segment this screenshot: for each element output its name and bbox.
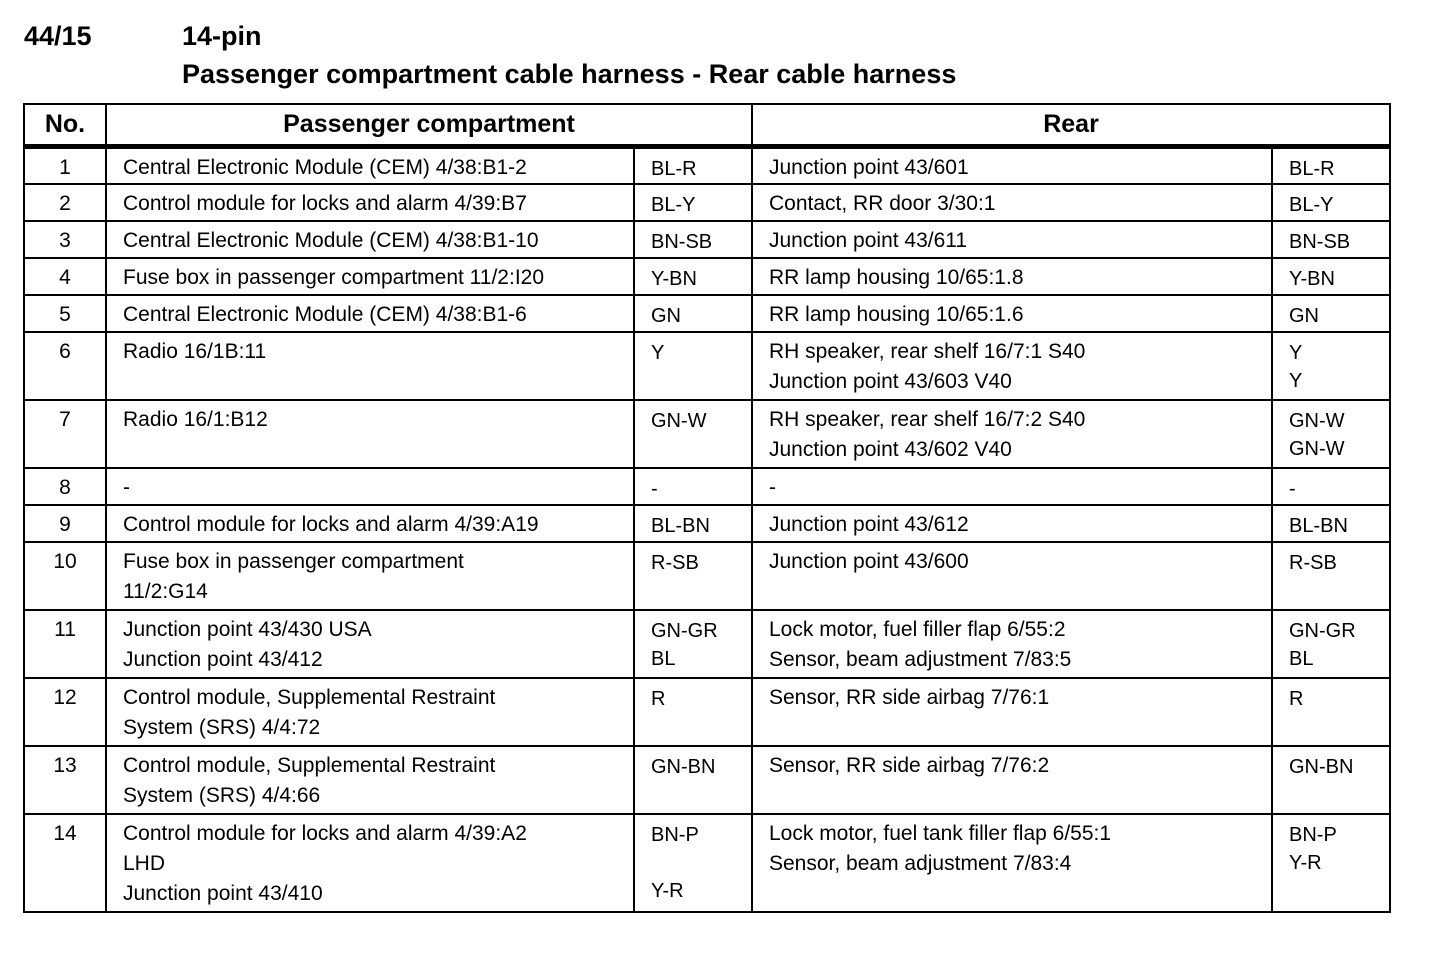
cell-passenger-color-line: -	[651, 478, 658, 500]
cell-passenger-line: LHD	[123, 852, 166, 875]
cell-rear	[752, 295, 1272, 332]
cell-passenger	[106, 400, 634, 468]
cell-rear-color-line: BL	[1289, 648, 1314, 670]
cell-passenger-color-line: BL-Y	[651, 194, 696, 216]
table-row	[24, 295, 1390, 332]
cell-rear-color	[1272, 746, 1390, 814]
cell-passenger-color-line: Y	[651, 342, 665, 364]
cell-passenger-color	[634, 400, 752, 468]
cell-passenger-line: Fuse box in passenger compartment	[123, 550, 464, 573]
cell-rear-color-line: BL-BN	[1289, 515, 1348, 537]
cell-rear-color	[1272, 610, 1390, 678]
cell-passenger-line: Central Electronic Module (CEM) 4/38:B1-6	[123, 303, 527, 326]
cell-rear-color-line: Y-R	[1289, 852, 1322, 874]
cell-rear-line: RH speaker, rear shelf 16/7:1 S40	[769, 340, 1086, 363]
cell-passenger-color	[634, 542, 752, 610]
table-row	[24, 400, 1390, 468]
cell-no: 4	[24, 258, 106, 295]
cell-rear-line: RR lamp housing 10/65:1.8	[769, 266, 1024, 289]
cell-rear-color	[1272, 332, 1390, 400]
cell-passenger-color	[634, 505, 752, 542]
cell-passenger-line: Control module, Supplemental Restraint	[123, 754, 496, 777]
cell-rear-color-line: GN-BN	[1289, 756, 1354, 778]
cell-passenger-color-line	[651, 849, 751, 877]
cell-no: 9	[24, 505, 106, 542]
cell-passenger-color	[634, 332, 752, 400]
cell-rear-color-line: R	[1289, 688, 1304, 710]
cell-rear-color	[1272, 678, 1390, 746]
cell-rear	[752, 542, 1272, 610]
cell-passenger	[106, 147, 634, 185]
cell-rear-color-line: Y	[1289, 370, 1303, 392]
cell-rear-color-line: BL-Y	[1289, 194, 1334, 216]
cell-rear-line: Contact, RR door 3/30:1	[769, 192, 996, 215]
cell-passenger	[106, 221, 634, 258]
cell-rear-line: Junction point 43/601	[769, 156, 969, 179]
cell-rear-line: Sensor, beam adjustment 7/83:5	[769, 648, 1072, 671]
cell-rear	[752, 184, 1272, 221]
header-no: No.	[24, 104, 106, 147]
cell-passenger-color	[634, 184, 752, 221]
cell-passenger-color-line: GN-GR	[651, 620, 718, 642]
cell-passenger-color	[634, 295, 752, 332]
cell-rear-color-line: Y	[1289, 342, 1303, 364]
cell-rear-line: RH speaker, rear shelf 16/7:2 S40	[769, 408, 1086, 431]
cell-passenger-line: Central Electronic Module (CEM) 4/38:B1-10	[123, 229, 539, 252]
cell-no: 5	[24, 295, 106, 332]
cell-no: 11	[24, 610, 106, 678]
cell-rear-color	[1272, 814, 1390, 912]
cell-rear-line: Junction point 43/611	[769, 229, 968, 252]
cell-rear-color	[1272, 542, 1390, 610]
cell-rear-color	[1272, 468, 1390, 505]
cell-passenger-line: Control module for locks and alarm 4/39:B7	[123, 192, 527, 215]
cell-passenger	[106, 678, 634, 746]
cell-passenger-color-line: GN-W	[651, 410, 707, 432]
cell-passenger	[106, 295, 634, 332]
table-row	[24, 610, 1390, 678]
cell-passenger	[106, 184, 634, 221]
cell-rear-line: Lock motor, fuel tank filler flap 6/55:1	[769, 822, 1112, 845]
cell-rear-line: Junction point 43/603 V40	[769, 370, 1012, 393]
cell-rear-line: Sensor, RR side airbag 7/76:2	[769, 754, 1050, 777]
cell-rear-color	[1272, 258, 1390, 295]
cell-rear-line: Junction point 43/602 V40	[769, 438, 1012, 461]
cell-no: 12	[24, 678, 106, 746]
cell-no: 2	[24, 184, 106, 221]
cell-passenger	[106, 746, 634, 814]
cell-passenger-line: Radio 16/1B:11	[123, 340, 267, 363]
table-row	[24, 184, 1390, 221]
cell-rear-line: Junction point 43/612	[769, 513, 969, 536]
cell-rear-color-line: BN-P	[1289, 824, 1337, 846]
cell-passenger	[106, 258, 634, 295]
cell-rear	[752, 468, 1272, 505]
cell-rear-line: Sensor, beam adjustment 7/83:4	[769, 852, 1072, 875]
cell-rear-color-line: GN-W	[1289, 438, 1345, 460]
cell-rear	[752, 332, 1272, 400]
harness-table	[23, 103, 1391, 913]
cell-rear-line: -	[769, 476, 776, 499]
cell-passenger-color-line: R	[651, 688, 666, 710]
cell-rear-color-line: GN-W	[1289, 410, 1345, 432]
table-row	[24, 542, 1390, 610]
cell-passenger-color-line: BN-P	[651, 824, 699, 846]
table-header-row	[24, 104, 1390, 147]
cell-rear-color-line: R-SB	[1289, 552, 1337, 574]
header-rear: Rear	[752, 104, 1390, 147]
cell-passenger-line: Radio 16/1:B12	[123, 408, 268, 431]
table-row	[24, 468, 1390, 505]
cell-passenger-color	[634, 147, 752, 185]
cell-no: 3	[24, 221, 106, 258]
cell-passenger-color-line: BL-R	[651, 158, 697, 180]
cell-passenger-color-line: BN-SB	[651, 231, 713, 253]
cell-passenger-line: System (SRS) 4/4:66	[123, 784, 321, 807]
cell-passenger-line: Control module for locks and alarm 4/39:A2	[123, 822, 527, 845]
cell-no: 1	[24, 147, 106, 185]
connector-code: 44/15	[24, 21, 92, 51]
table-row	[24, 814, 1390, 912]
cell-rear-color	[1272, 505, 1390, 542]
cell-rear	[752, 678, 1272, 746]
cell-rear-color	[1272, 147, 1390, 185]
cell-passenger-line: -	[123, 476, 130, 499]
cell-passenger-color-line: BL	[651, 648, 676, 670]
cell-no: 8	[24, 468, 106, 505]
cell-passenger-line: Junction point 43/412	[123, 648, 323, 671]
table-row	[24, 505, 1390, 542]
cell-passenger-color	[634, 258, 752, 295]
cell-rear-color-line: -	[1289, 478, 1296, 500]
cell-rear	[752, 147, 1272, 185]
cell-passenger-line: 11/2:G14	[123, 580, 208, 603]
cell-rear-color-line: GN	[1289, 305, 1319, 327]
cell-rear-color-line: BL-R	[1289, 158, 1335, 180]
cell-no: 7	[24, 400, 106, 468]
cell-passenger-color-line: GN-BN	[651, 756, 716, 778]
cell-passenger-color-line: GN	[651, 305, 681, 327]
cell-passenger-line: Control module, Supplemental Restraint	[123, 686, 496, 709]
table-row	[24, 746, 1390, 814]
cell-passenger-line: Control module for locks and alarm 4/39:A19	[123, 513, 539, 536]
cell-passenger	[106, 332, 634, 400]
cell-rear-color	[1272, 184, 1390, 221]
cell-passenger-color-line: Y-R	[651, 880, 684, 902]
cell-rear-color-line: BN-SB	[1289, 231, 1351, 253]
cell-rear	[752, 505, 1272, 542]
cell-no: 13	[24, 746, 106, 814]
pin-count: 14-pin	[182, 21, 262, 51]
cell-passenger-color	[634, 746, 752, 814]
cell-rear-color	[1272, 221, 1390, 258]
cell-rear-color-line: GN-GR	[1289, 620, 1356, 642]
cell-rear	[752, 400, 1272, 468]
cell-passenger-color-line: Y-BN	[651, 268, 697, 290]
table-row	[24, 258, 1390, 295]
cell-no: 6	[24, 332, 106, 400]
cell-passenger-color	[634, 610, 752, 678]
table-row	[24, 332, 1390, 400]
cell-rear-color	[1272, 295, 1390, 332]
cell-passenger-line: Junction point 43/430 USA	[123, 618, 372, 641]
cell-rear-color	[1272, 400, 1390, 468]
header-passenger: Passenger compartment	[106, 104, 752, 147]
cell-rear	[752, 221, 1272, 258]
cell-rear	[752, 610, 1272, 678]
cell-rear-line: RR lamp housing 10/65:1.6	[769, 303, 1024, 326]
cell-rear	[752, 814, 1272, 912]
cell-rear	[752, 258, 1272, 295]
cell-passenger	[106, 468, 634, 505]
cell-passenger-color-line: BL-BN	[651, 515, 710, 537]
page-title: Passenger compartment cable harness - Rear cable harness	[182, 59, 957, 89]
cell-passenger-line: Fuse box in passenger compartment 11/2:I20	[123, 266, 545, 289]
cell-no: 10	[24, 542, 106, 610]
cell-passenger	[106, 814, 634, 912]
cell-no: 14	[24, 814, 106, 912]
cell-rear-line: Junction point 43/600	[769, 550, 969, 573]
cell-rear	[752, 746, 1272, 814]
cell-passenger-color	[634, 678, 752, 746]
cell-rear-color-line: Y-BN	[1289, 268, 1335, 290]
table-row	[24, 678, 1390, 746]
cell-passenger-line: Junction point 43/410	[123, 882, 323, 905]
cell-passenger-color	[634, 221, 752, 258]
cell-passenger-color-line: R-SB	[651, 552, 699, 574]
cell-passenger-line: System (SRS) 4/4:72	[123, 716, 321, 739]
cell-passenger	[106, 542, 634, 610]
cell-rear-line: Lock motor, fuel filler flap 6/55:2	[769, 618, 1066, 641]
cell-passenger-color	[634, 468, 752, 505]
table-row	[24, 221, 1390, 258]
cell-rear-line: Sensor, RR side airbag 7/76:1	[769, 686, 1050, 709]
cell-passenger-line: Central Electronic Module (CEM) 4/38:B1-2	[123, 156, 527, 179]
cell-passenger	[106, 505, 634, 542]
cell-passenger-color	[634, 814, 752, 912]
cell-passenger	[106, 610, 634, 678]
table-row	[24, 147, 1390, 185]
